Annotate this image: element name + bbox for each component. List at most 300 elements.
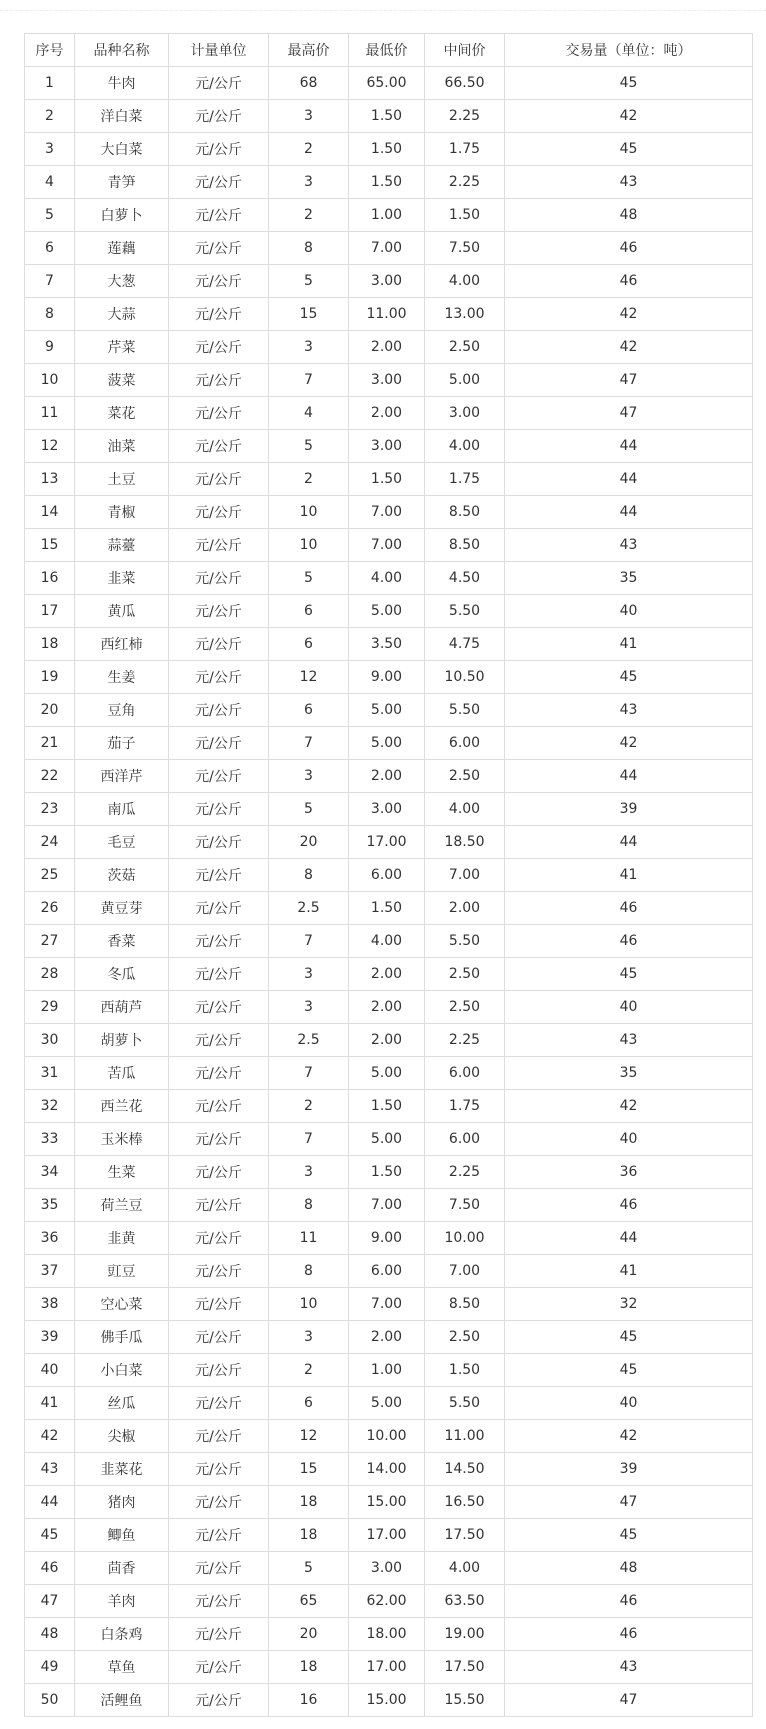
cell-product-name: 大白菜	[75, 133, 169, 166]
cell-min-price: 11.00	[349, 298, 425, 331]
cell-index: 36	[25, 1222, 75, 1255]
cell-min-price: 4.00	[349, 925, 425, 958]
cell-volume: 44	[505, 760, 753, 793]
table-row	[25, 1453, 753, 1486]
cell-unit: 元/公斤	[169, 925, 269, 958]
cell-volume: 47	[505, 364, 753, 397]
cell-volume: 46	[505, 1189, 753, 1222]
cell-product-name: 青笋	[75, 166, 169, 199]
cell-mid-price: 7.50	[425, 1189, 505, 1222]
cell-volume: 44	[505, 430, 753, 463]
cell-mid-price: 13.00	[425, 298, 505, 331]
cell-mid-price: 5.50	[425, 595, 505, 628]
cell-index: 1	[25, 67, 75, 100]
cell-max-price: 5	[269, 793, 349, 826]
table-row	[25, 1387, 753, 1420]
cell-volume: 32	[505, 1288, 753, 1321]
cell-max-price: 5	[269, 1552, 349, 1585]
cell-min-price: 2.00	[349, 958, 425, 991]
cell-index: 45	[25, 1519, 75, 1552]
cell-max-price: 3	[269, 760, 349, 793]
cell-product-name: 牛肉	[75, 67, 169, 100]
cell-product-name: 尖椒	[75, 1420, 169, 1453]
cell-min-price: 5.00	[349, 1387, 425, 1420]
cell-product-name: 丝瓜	[75, 1387, 169, 1420]
cell-unit: 元/公斤	[169, 1651, 269, 1684]
cell-min-price: 3.00	[349, 265, 425, 298]
table-row	[25, 265, 753, 298]
cell-index: 9	[25, 331, 75, 364]
cell-unit: 元/公斤	[169, 1189, 269, 1222]
cell-mid-price: 10.00	[425, 1222, 505, 1255]
cell-volume: 45	[505, 67, 753, 100]
cell-unit: 元/公斤	[169, 1123, 269, 1156]
cell-min-price: 15.00	[349, 1486, 425, 1519]
cell-index: 24	[25, 826, 75, 859]
cell-max-price: 8	[269, 859, 349, 892]
cell-min-price: 1.00	[349, 199, 425, 232]
cell-max-price: 6	[269, 694, 349, 727]
cell-mid-price: 7.50	[425, 232, 505, 265]
cell-volume: 41	[505, 1255, 753, 1288]
table-row	[25, 529, 753, 562]
cell-max-price: 12	[269, 661, 349, 694]
cell-volume: 39	[505, 793, 753, 826]
cell-volume: 40	[505, 1123, 753, 1156]
cell-max-price: 3	[269, 166, 349, 199]
cell-min-price: 5.00	[349, 727, 425, 760]
table-row	[25, 1618, 753, 1651]
cell-product-name: 蒜薹	[75, 529, 169, 562]
cell-min-price: 7.00	[349, 529, 425, 562]
cell-unit: 元/公斤	[169, 1585, 269, 1618]
cell-product-name: 韭黄	[75, 1222, 169, 1255]
table-row	[25, 67, 753, 100]
cell-index: 50	[25, 1684, 75, 1717]
cell-min-price: 3.00	[349, 430, 425, 463]
cell-mid-price: 5.50	[425, 1387, 505, 1420]
cell-volume: 44	[505, 826, 753, 859]
cell-max-price: 7	[269, 364, 349, 397]
cell-unit: 元/公斤	[169, 430, 269, 463]
cell-min-price: 7.00	[349, 1189, 425, 1222]
cell-unit: 元/公斤	[169, 892, 269, 925]
cell-mid-price: 2.50	[425, 331, 505, 364]
cell-mid-price: 7.00	[425, 1255, 505, 1288]
cell-index: 37	[25, 1255, 75, 1288]
cell-unit: 元/公斤	[169, 991, 269, 1024]
header-product-name: 品种名称	[75, 34, 169, 67]
table-row	[25, 826, 753, 859]
cell-unit: 元/公斤	[169, 727, 269, 760]
table-row	[25, 1024, 753, 1057]
cell-unit: 元/公斤	[169, 67, 269, 100]
cell-mid-price: 6.00	[425, 1057, 505, 1090]
cell-index: 19	[25, 661, 75, 694]
table-row	[25, 1321, 753, 1354]
cell-volume: 45	[505, 133, 753, 166]
cell-mid-price: 2.25	[425, 100, 505, 133]
cell-product-name: 芹菜	[75, 331, 169, 364]
table-row	[25, 166, 753, 199]
cell-min-price: 1.50	[349, 463, 425, 496]
cell-max-price: 8	[269, 1189, 349, 1222]
cell-min-price: 9.00	[349, 1222, 425, 1255]
cell-unit: 元/公斤	[169, 694, 269, 727]
cell-unit: 元/公斤	[169, 1255, 269, 1288]
table-row	[25, 562, 753, 595]
cell-mid-price: 2.50	[425, 760, 505, 793]
top-divider	[0, 10, 766, 11]
cell-volume: 48	[505, 1552, 753, 1585]
cell-unit: 元/公斤	[169, 1090, 269, 1123]
cell-mid-price: 2.50	[425, 1321, 505, 1354]
table-row	[25, 199, 753, 232]
cell-mid-price: 19.00	[425, 1618, 505, 1651]
cell-index: 40	[25, 1354, 75, 1387]
table-row	[25, 1519, 753, 1552]
cell-volume: 42	[505, 298, 753, 331]
cell-min-price: 5.00	[349, 595, 425, 628]
cell-unit: 元/公斤	[169, 1057, 269, 1090]
cell-min-price: 7.00	[349, 496, 425, 529]
cell-product-name: 西红柿	[75, 628, 169, 661]
table-row	[25, 958, 753, 991]
cell-mid-price: 4.50	[425, 562, 505, 595]
cell-min-price: 2.00	[349, 991, 425, 1024]
cell-unit: 元/公斤	[169, 595, 269, 628]
cell-index: 21	[25, 727, 75, 760]
cell-min-price: 1.00	[349, 1354, 425, 1387]
cell-volume: 44	[505, 463, 753, 496]
cell-mid-price: 4.00	[425, 793, 505, 826]
cell-unit: 元/公斤	[169, 100, 269, 133]
cell-min-price: 5.00	[349, 1057, 425, 1090]
cell-mid-price: 16.50	[425, 1486, 505, 1519]
cell-product-name: 鲫鱼	[75, 1519, 169, 1552]
cell-mid-price: 11.00	[425, 1420, 505, 1453]
cell-index: 25	[25, 859, 75, 892]
table-row	[25, 595, 753, 628]
cell-mid-price: 5.50	[425, 925, 505, 958]
cell-volume: 43	[505, 1651, 753, 1684]
table-row	[25, 1090, 753, 1123]
cell-mid-price: 6.00	[425, 1123, 505, 1156]
cell-product-name: 茴香	[75, 1552, 169, 1585]
cell-volume: 41	[505, 859, 753, 892]
cell-mid-price: 5.50	[425, 694, 505, 727]
cell-index: 34	[25, 1156, 75, 1189]
cell-max-price: 2.5	[269, 892, 349, 925]
cell-volume: 46	[505, 1585, 753, 1618]
cell-index: 33	[25, 1123, 75, 1156]
cell-mid-price: 4.00	[425, 265, 505, 298]
cell-min-price: 7.00	[349, 232, 425, 265]
cell-max-price: 18	[269, 1519, 349, 1552]
cell-volume: 44	[505, 1222, 753, 1255]
cell-unit: 元/公斤	[169, 1519, 269, 1552]
cell-unit: 元/公斤	[169, 529, 269, 562]
cell-volume: 45	[505, 1354, 753, 1387]
table-row	[25, 496, 753, 529]
cell-index: 11	[25, 397, 75, 430]
table-row	[25, 892, 753, 925]
cell-index: 26	[25, 892, 75, 925]
cell-volume: 46	[505, 265, 753, 298]
cell-min-price: 7.00	[349, 1288, 425, 1321]
cell-unit: 元/公斤	[169, 1486, 269, 1519]
cell-max-price: 68	[269, 67, 349, 100]
cell-unit: 元/公斤	[169, 397, 269, 430]
cell-max-price: 5	[269, 562, 349, 595]
cell-product-name: 猪肉	[75, 1486, 169, 1519]
cell-unit: 元/公斤	[169, 166, 269, 199]
cell-min-price: 2.00	[349, 331, 425, 364]
cell-mid-price: 5.00	[425, 364, 505, 397]
cell-max-price: 20	[269, 826, 349, 859]
price-table	[24, 33, 753, 1717]
cell-max-price: 3	[269, 1321, 349, 1354]
cell-index: 6	[25, 232, 75, 265]
cell-index: 8	[25, 298, 75, 331]
table-row	[25, 364, 753, 397]
cell-index: 43	[25, 1453, 75, 1486]
cell-product-name: 大蒜	[75, 298, 169, 331]
cell-volume: 48	[505, 199, 753, 232]
cell-product-name: 佛手瓜	[75, 1321, 169, 1354]
cell-min-price: 1.50	[349, 133, 425, 166]
cell-volume: 43	[505, 166, 753, 199]
cell-product-name: 毛豆	[75, 826, 169, 859]
cell-product-name: 豇豆	[75, 1255, 169, 1288]
cell-volume: 45	[505, 1321, 753, 1354]
cell-product-name: 羊肉	[75, 1585, 169, 1618]
cell-max-price: 2	[269, 199, 349, 232]
table-row	[25, 793, 753, 826]
cell-index: 20	[25, 694, 75, 727]
cell-product-name: 生菜	[75, 1156, 169, 1189]
header-volume: 交易量（单位：吨）	[505, 34, 753, 67]
cell-mid-price: 17.50	[425, 1651, 505, 1684]
cell-product-name: 韭菜花	[75, 1453, 169, 1486]
cell-index: 15	[25, 529, 75, 562]
header-min-price: 最低价	[349, 34, 425, 67]
table-row	[25, 1222, 753, 1255]
cell-mid-price: 4.75	[425, 628, 505, 661]
cell-volume: 40	[505, 991, 753, 1024]
cell-volume: 39	[505, 1453, 753, 1486]
cell-max-price: 18	[269, 1486, 349, 1519]
cell-volume: 46	[505, 232, 753, 265]
table-row	[25, 1123, 753, 1156]
cell-index: 2	[25, 100, 75, 133]
cell-product-name: 生姜	[75, 661, 169, 694]
cell-min-price: 5.00	[349, 1123, 425, 1156]
cell-volume: 47	[505, 1684, 753, 1717]
cell-max-price: 3	[269, 1156, 349, 1189]
cell-index: 30	[25, 1024, 75, 1057]
cell-min-price: 2.00	[349, 760, 425, 793]
cell-volume: 47	[505, 397, 753, 430]
cell-index: 32	[25, 1090, 75, 1123]
table-row	[25, 397, 753, 430]
cell-max-price: 6	[269, 1387, 349, 1420]
cell-min-price: 3.00	[349, 793, 425, 826]
cell-max-price: 2.5	[269, 1024, 349, 1057]
cell-volume: 42	[505, 1420, 753, 1453]
cell-max-price: 7	[269, 727, 349, 760]
cell-index: 12	[25, 430, 75, 463]
cell-max-price: 3	[269, 991, 349, 1024]
cell-unit: 元/公斤	[169, 793, 269, 826]
cell-min-price: 1.50	[349, 1090, 425, 1123]
cell-index: 5	[25, 199, 75, 232]
cell-mid-price: 1.75	[425, 1090, 505, 1123]
cell-max-price: 6	[269, 595, 349, 628]
cell-min-price: 3.00	[349, 1552, 425, 1585]
cell-max-price: 2	[269, 1090, 349, 1123]
cell-index: 29	[25, 991, 75, 1024]
table-row	[25, 661, 753, 694]
cell-mid-price: 14.50	[425, 1453, 505, 1486]
cell-index: 18	[25, 628, 75, 661]
cell-min-price: 9.00	[349, 661, 425, 694]
cell-unit: 元/公斤	[169, 496, 269, 529]
table-row	[25, 1552, 753, 1585]
cell-min-price: 1.50	[349, 166, 425, 199]
cell-volume: 36	[505, 1156, 753, 1189]
cell-unit: 元/公斤	[169, 298, 269, 331]
cell-mid-price: 7.00	[425, 859, 505, 892]
cell-mid-price: 1.50	[425, 199, 505, 232]
table-row	[25, 1354, 753, 1387]
cell-product-name: 西洋芹	[75, 760, 169, 793]
cell-index: 28	[25, 958, 75, 991]
cell-unit: 元/公斤	[169, 562, 269, 595]
cell-index: 39	[25, 1321, 75, 1354]
cell-product-name: 白萝卜	[75, 199, 169, 232]
cell-index: 47	[25, 1585, 75, 1618]
cell-mid-price: 15.50	[425, 1684, 505, 1717]
table-body	[25, 67, 753, 1717]
cell-mid-price: 63.50	[425, 1585, 505, 1618]
cell-min-price: 4.00	[349, 562, 425, 595]
cell-mid-price: 2.25	[425, 1024, 505, 1057]
cell-product-name: 洋白菜	[75, 100, 169, 133]
table-row	[25, 1486, 753, 1519]
cell-product-name: 香菜	[75, 925, 169, 958]
cell-max-price: 11	[269, 1222, 349, 1255]
table-row	[25, 1684, 753, 1717]
cell-unit: 元/公斤	[169, 1354, 269, 1387]
cell-unit: 元/公斤	[169, 859, 269, 892]
cell-index: 4	[25, 166, 75, 199]
cell-product-name: 南瓜	[75, 793, 169, 826]
cell-volume: 42	[505, 727, 753, 760]
cell-min-price: 1.50	[349, 100, 425, 133]
cell-min-price: 65.00	[349, 67, 425, 100]
cell-index: 42	[25, 1420, 75, 1453]
cell-product-name: 空心菜	[75, 1288, 169, 1321]
cell-min-price: 10.00	[349, 1420, 425, 1453]
cell-unit: 元/公斤	[169, 958, 269, 991]
cell-index: 49	[25, 1651, 75, 1684]
cell-unit: 元/公斤	[169, 364, 269, 397]
cell-min-price: 17.00	[349, 826, 425, 859]
cell-volume: 47	[505, 1486, 753, 1519]
cell-unit: 元/公斤	[169, 661, 269, 694]
cell-mid-price: 1.75	[425, 463, 505, 496]
cell-unit: 元/公斤	[169, 628, 269, 661]
cell-max-price: 8	[269, 1255, 349, 1288]
cell-unit: 元/公斤	[169, 1288, 269, 1321]
cell-volume: 43	[505, 1024, 753, 1057]
cell-max-price: 3	[269, 100, 349, 133]
cell-product-name: 西兰花	[75, 1090, 169, 1123]
cell-unit: 元/公斤	[169, 1024, 269, 1057]
cell-volume: 44	[505, 496, 753, 529]
cell-max-price: 15	[269, 1453, 349, 1486]
cell-max-price: 6	[269, 628, 349, 661]
cell-unit: 元/公斤	[169, 1684, 269, 1717]
cell-min-price: 2.00	[349, 1321, 425, 1354]
table-row	[25, 133, 753, 166]
table-row	[25, 1420, 753, 1453]
cell-mid-price: 3.00	[425, 397, 505, 430]
cell-unit: 元/公斤	[169, 265, 269, 298]
cell-mid-price: 4.00	[425, 1552, 505, 1585]
cell-mid-price: 2.00	[425, 892, 505, 925]
cell-product-name: 黄瓜	[75, 595, 169, 628]
cell-mid-price: 66.50	[425, 67, 505, 100]
cell-min-price: 17.00	[349, 1651, 425, 1684]
cell-index: 16	[25, 562, 75, 595]
table-row	[25, 727, 753, 760]
cell-volume: 43	[505, 529, 753, 562]
header-index: 序号	[25, 34, 75, 67]
cell-index: 46	[25, 1552, 75, 1585]
cell-volume: 42	[505, 1090, 753, 1123]
cell-max-price: 5	[269, 430, 349, 463]
cell-volume: 45	[505, 1519, 753, 1552]
cell-min-price: 6.00	[349, 1255, 425, 1288]
cell-max-price: 10	[269, 529, 349, 562]
cell-min-price: 1.50	[349, 892, 425, 925]
cell-mid-price: 1.50	[425, 1354, 505, 1387]
cell-product-name: 茨菇	[75, 859, 169, 892]
cell-mid-price: 2.50	[425, 991, 505, 1024]
cell-volume: 35	[505, 1057, 753, 1090]
cell-volume: 46	[505, 1618, 753, 1651]
cell-unit: 元/公斤	[169, 199, 269, 232]
header-row	[25, 34, 753, 67]
cell-volume: 45	[505, 958, 753, 991]
table-row	[25, 463, 753, 496]
cell-unit: 元/公斤	[169, 1420, 269, 1453]
cell-max-price: 2	[269, 1354, 349, 1387]
table-row	[25, 232, 753, 265]
cell-max-price: 20	[269, 1618, 349, 1651]
cell-unit: 元/公斤	[169, 1156, 269, 1189]
cell-product-name: 小白菜	[75, 1354, 169, 1387]
cell-product-name: 韭菜	[75, 562, 169, 595]
cell-mid-price: 2.50	[425, 958, 505, 991]
cell-volume: 35	[505, 562, 753, 595]
cell-min-price: 15.00	[349, 1684, 425, 1717]
table-row	[25, 694, 753, 727]
cell-mid-price: 2.25	[425, 1156, 505, 1189]
cell-min-price: 3.50	[349, 628, 425, 661]
